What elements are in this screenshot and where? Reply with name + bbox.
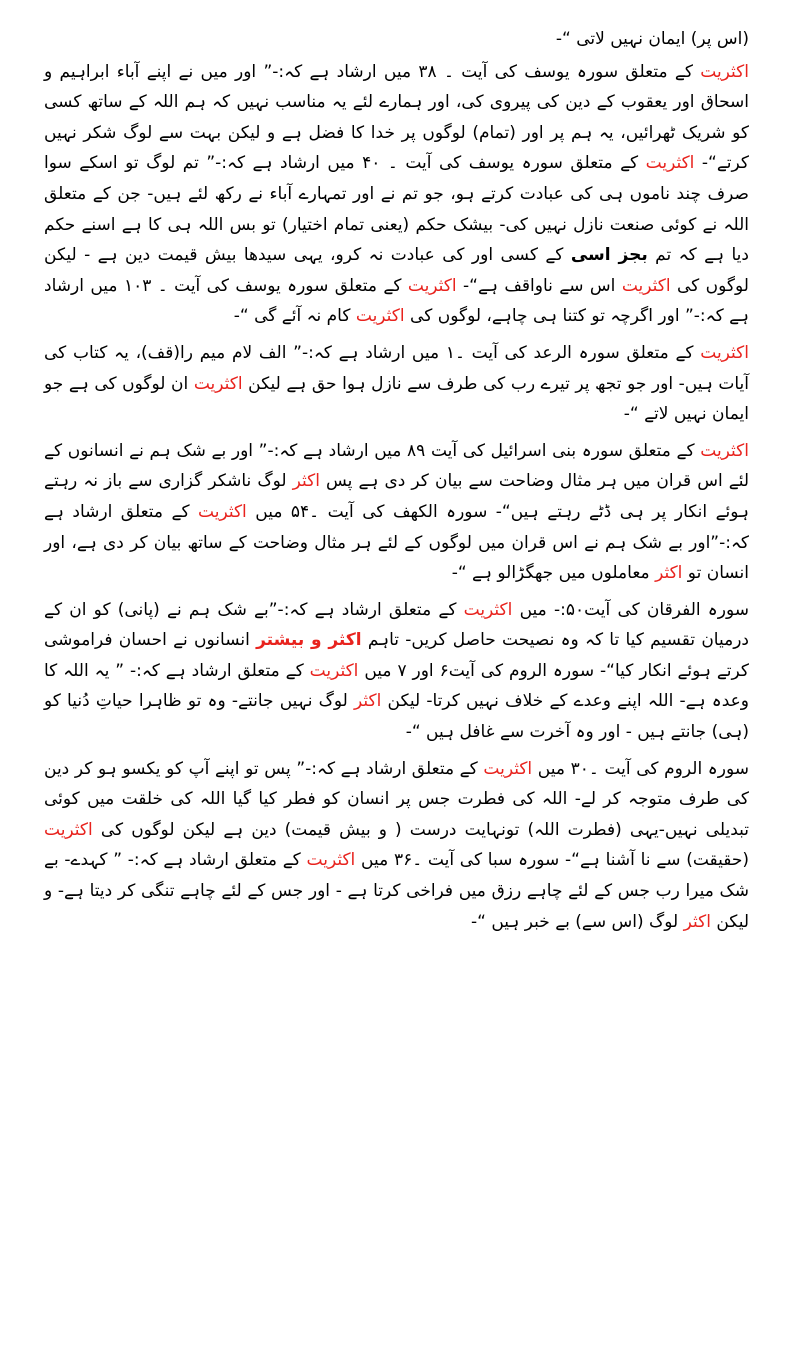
text-segment: سورہ الفرقان کی آیت۵۰:- میں (512, 599, 749, 620)
highlighted-term: اکثریت (355, 306, 405, 327)
text-segment: کے متعلق سورہ یوسف کی آیت ۔ ۳۸ میں ارشاد ہے کہ:-” اور میں نے اپنے (146, 61, 701, 82)
text-segment: کے متعلق سورہ الرعد کی آیت ۔۱ میں ارشاد ہے کہ:-” الف لام میم را(قف)، (135, 342, 701, 363)
text-segment: کی آیت ۔ ۱۰۳ میں ارشاد ہے کہ:-” اور اگرچہ تو کتنا ہی چاہے، لوگوں کی (44, 275, 749, 327)
text-segment: وضاحت کے ساتھ بیان کر دی ہے، اور انسان تو (44, 532, 749, 584)
text-segment: (پانی) کو ان کے درمیان تقسیم کیا تا کہ وہ نصیحت حاصل کریں- تاہم (44, 599, 749, 651)
highlighted-term: اکثریت (44, 819, 93, 840)
text-segment: آباء ابراہیم و اسحاق اور یعقوب کے دین کی پیروی کی، اور ہمارے لئے یہ مناسب نہیں (44, 61, 750, 113)
text-segment: کے متعلق ارشاد ہے کہ:-” پس تو اپنے آپ (188, 758, 484, 779)
text-segment: بیش قیمت) دین ہے لیکن لوگوں کی (92, 819, 371, 840)
text-segment: کے متعلق ارشاد ہے کہ:-”بے شک ہم نے (167, 599, 464, 620)
text-segment: اور وہ آخرت سے غافل ہیں “- (405, 722, 621, 743)
text-segment: لوگ ناشکر (208, 471, 293, 492)
text-segment: کے متعلق سورہ بنی اسرائیل کی آیت ۸۹ میں ارشاد ہے کہ:-” اور بے شک (176, 440, 701, 461)
text-segment: کے متعلق ارشاد ہے کہ:- ” یہ اللہ کا وعدہ ہے- اللہ اپنے وعدے کے خلاف (44, 660, 749, 712)
text-segment: اس سے ناواقف ہے“- (456, 275, 622, 296)
highlighted-term: اکثریت (306, 850, 356, 871)
text-segment: کے متعلق سورہ یوسف (235, 275, 408, 296)
text-segment: ہے - لیکن لوگوں کی (44, 245, 749, 296)
highlighted-term: اکثریت (700, 61, 750, 82)
highlighted-term: اکثریت (407, 275, 457, 296)
text-segment: کو یکسو ہو کر دین کی طرف متوجہ کر لے- اللہ کی فطرت جس پر انسان کو فطر (44, 758, 749, 810)
text-segment: (حقیقت) سے نا آشنا ہے“- سورہ سبا کی (459, 850, 750, 871)
highlighted-term: اکثریت (193, 373, 243, 394)
highlighted-term: اکثریت (483, 758, 533, 779)
text-segment: کیا گیا اللہ کی خلقت میں کوئی تبدیلی نہیں-یہی (فطرت اللہ) تونہایت درست ( و (44, 789, 749, 840)
highlighted-term: اکثر و بیشتر (256, 630, 362, 651)
text-segment: (اس پر) ایمان نہیں لاتی “- (555, 29, 749, 49)
highlighted-term: اکثریت (463, 599, 513, 620)
highlighted-term: اکثریت (700, 440, 750, 461)
text-segment: کے متعلق سورہ یوسف (468, 153, 646, 174)
text-segment: کام نہ آئے گی “- (233, 306, 351, 327)
text-segment: گزاری سے باز نہ رہتے ہوئے انکار پر ہی ڈٹے رہتے ہیں“- سورہ الکھف کی آیت ۔۵۴ (44, 471, 749, 522)
text-segment: کی آیت ۔ ۴۰ میں ارشاد ہے کہ:-” تم لوگ تو اسکے سوا صرف چند ناموں ہی کی (44, 153, 749, 204)
text-segment: ہم نے انسانوں کے لئے اس قران میں ہر مثال وضاحت سے بیان کر دی ہے پس (44, 440, 750, 492)
text-segment: لوگ (اس سے) بے خبر ہیں “- (470, 911, 684, 932)
text-segment: بجز اسی (570, 245, 648, 266)
highlighted-term: اکثریت (700, 342, 750, 363)
highlighted-term: اکثر (292, 471, 320, 492)
highlighted-term: اکثر (655, 563, 683, 584)
paragraph (44, 338, 749, 430)
highlighted-term: اکثریت (645, 153, 695, 174)
paragraph (44, 436, 749, 589)
highlighted-term: اکثر (354, 691, 382, 712)
text-segment: معاملوں میں جھگڑالو ہے “- (451, 563, 656, 584)
paragraph (44, 57, 749, 332)
text-segment: نہیں کرتا- لیکن (381, 691, 499, 712)
text-segment: صنعت نازل نہیں کی- بیشک حکم (یعنی تمام اختیار) تو بس اللہ ہی کا ہے اسنے حکم (44, 214, 655, 235)
highlighted-term: اکثر (683, 911, 711, 932)
text-segment: سورہ الروم کی آیت ۔۳۰ میں (532, 758, 750, 779)
text-segment: کہ ہم اللہ کے ساتھ کسی کو شریک ٹھرائیں، یہ ہم پر اور (تمام) لوگوں پر خدا کا (44, 92, 749, 143)
text-segment: لئے چاہے رزق میں فراخی کرتا ہے - اور جس کے لئے چاہے تنگی کر دیتا ہے- و لیکن (44, 881, 749, 932)
text-segment: دیا ہے کہ تم (647, 245, 749, 266)
text-segment: کے کسی اور کی عبادت نہ کرو، یہی سیدھا بیش قیمت دین (125, 245, 571, 266)
paragraph (44, 754, 749, 938)
text-segment: میں (246, 501, 283, 522)
text-segment: ان لوگوں کی ہے جو ایمان نہیں لاتے “- (44, 373, 749, 425)
text-segment: فضل ہے و لیکن بہت سے لوگ شکر نہیں کرتے“- (44, 122, 750, 174)
text-segment: عبادت کرتے ہو، جو تم نے اور تمہارے آباء نے رکھ لئے ہیں- جن کے متعلق اللہ نے کوئی (44, 183, 749, 235)
highlighted-term: اکثریت (198, 501, 247, 522)
paragraph (44, 595, 749, 748)
paragraph (44, 24, 749, 55)
text-segment: انسانوں نے احسان فراموشی کرتے ہوئے انکار کیا“- سورہ الروم کی آیت۶ اور ۷ میں (44, 630, 749, 681)
text-segment: کے متعلق ارشاد ہے کہ:- ” کہدے- بے شک میرا رب جس کے (44, 850, 749, 902)
text-segment: لوگ نہیں جانتے- وہ تو ظاہرا حیاتِ دُنیا کو (ہی) جانتے ہیں - (44, 691, 749, 743)
text-segment: کے متعلق ارشاد ہے کہ:-”اور بے شک ہم نے اس قران میں لوگوں کے لئے ہر مثال (44, 501, 750, 553)
text-segment: یہ کتاب کی آیات ہیں- اور جو تجھ پر تیرے رب کی طرف سے نازل ہوا حق ہے لیکن (44, 342, 749, 394)
text-segment: آیت ۔۳۶ میں (355, 850, 455, 871)
highlighted-term: اکثریت (621, 275, 671, 296)
highlighted-term: اکثریت (309, 660, 359, 681)
